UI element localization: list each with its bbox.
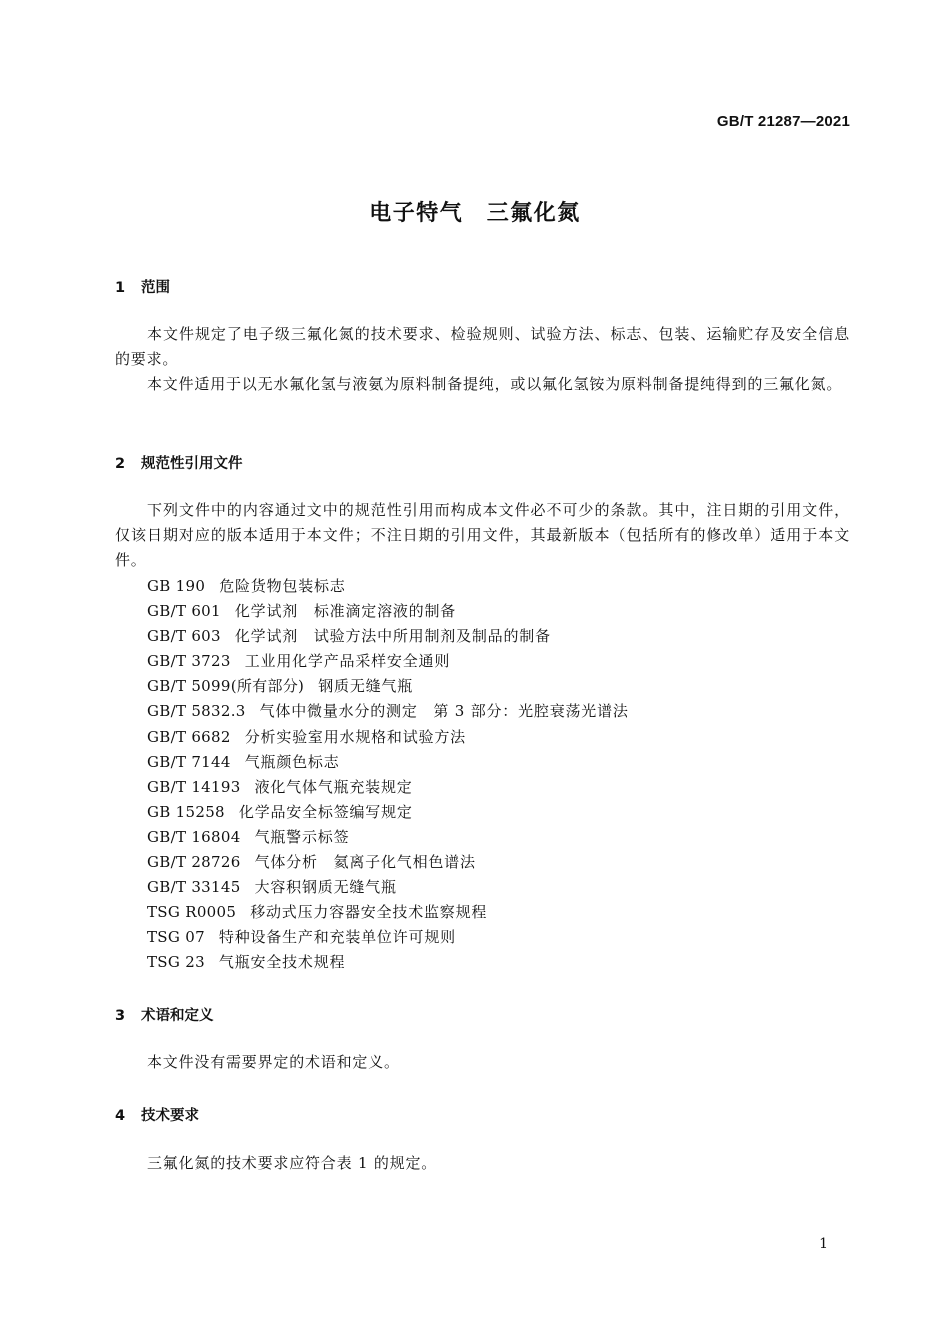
reference-title: 气瓶颜色标志 xyxy=(244,752,340,771)
reference-title: 钢质无缝气瓶 xyxy=(318,677,414,696)
section-title: 技术要求 xyxy=(141,1108,199,1124)
reference-code: GB/T 5099(所有部分) xyxy=(147,677,305,696)
page-number: 1 xyxy=(819,1236,828,1252)
reference-code: GB/T 6682 xyxy=(147,727,231,746)
section-number: 1 xyxy=(115,280,126,296)
reference-title: 气瓶警示标签 xyxy=(254,827,350,846)
reference-code: GB 15258 xyxy=(147,802,225,821)
reference-code: TSG 23 xyxy=(147,953,205,972)
reference-title: 气瓶安全技术规程 xyxy=(218,953,346,972)
reference-code: GB/T 28726 xyxy=(147,853,241,872)
reference-code: TSG R0005 xyxy=(147,903,237,922)
reference-item xyxy=(147,775,629,800)
reference-title: 危险货物包装标志 xyxy=(219,577,346,595)
section-3-heading xyxy=(115,1004,214,1025)
section-2-heading xyxy=(115,452,243,473)
reference-code: GB/T 5832.3 xyxy=(147,702,246,721)
reference-title: 移动式压力容器安全技术监察规程 xyxy=(250,903,488,922)
reference-code: GB/T 601 xyxy=(147,602,221,621)
section-1-paragraph: 本文件规定了电子级三氟化氮的技术要求、检验规则、试验方法、标志、包装、运输贮存及安全信息的要求。 xyxy=(115,325,850,368)
section-2-paragraph: 下列文件中的内容通过文中的规范性引用而构成本文件必不可少的条款。其中，注日期的引用文件，仅该日期对应的版本适用于本文件；不注日期的引用文件，其最新版本（包括所有的修改单）适用于本文件。 xyxy=(115,501,850,569)
reference-item xyxy=(147,900,629,925)
reference-code: TSG 07 xyxy=(147,928,205,947)
reference-item xyxy=(147,574,629,599)
standard-number: GB/T 21287—2021 xyxy=(716,113,850,130)
reference-item xyxy=(147,925,629,950)
reference-title: 工业用化学产品采样安全通则 xyxy=(244,652,451,671)
reference-code: GB/T 16804 xyxy=(147,827,241,846)
reference-item xyxy=(147,624,629,649)
section-title: 规范性引用文件 xyxy=(141,456,243,472)
reference-title: 气体分析 氦离子化气相色谱法 xyxy=(254,853,476,872)
reference-title: 气体中微量水分的测定 第 3 部分：光腔衰荡光谱法 xyxy=(259,702,629,721)
reference-title: 化学品安全标签编写规定 xyxy=(238,802,413,821)
reference-code: GB/T 603 xyxy=(147,627,221,646)
normative-references-list xyxy=(147,574,629,976)
reference-title: 特种设备生产和充装单位许可规则 xyxy=(218,928,456,947)
reference-code: GB/T 33145 xyxy=(147,878,241,897)
reference-item xyxy=(147,750,629,775)
section-number: 3 xyxy=(115,1008,126,1024)
reference-code: GB 190 xyxy=(147,577,206,595)
reference-title: 液化气体气瓶充装规定 xyxy=(254,777,413,796)
section-number: 4 xyxy=(115,1108,126,1124)
section-4-heading xyxy=(115,1104,199,1125)
reference-item xyxy=(147,850,629,875)
reference-item xyxy=(147,950,629,975)
reference-item xyxy=(147,599,629,624)
reference-title: 化学试剂 试验方法中所用制剂及制品的制备 xyxy=(234,627,551,646)
reference-item xyxy=(147,800,629,825)
reference-title: 大容积钢质无缝气瓶 xyxy=(254,878,397,897)
section-1-paragraph: 本文件适用于以无水氟化氢与液氨为原料制备提纯，或以氟化氢铵为原料制备提纯得到的三氟化氮。 xyxy=(147,375,843,393)
section-title: 术语和定义 xyxy=(141,1008,214,1024)
reference-item xyxy=(147,825,629,850)
reference-title: 化学试剂 标准滴定溶液的制备 xyxy=(234,602,457,621)
reference-title: 分析实验室用水规格和试验方法 xyxy=(244,727,466,746)
reference-item xyxy=(147,725,629,750)
reference-code: GB/T 7144 xyxy=(147,752,231,771)
reference-item xyxy=(147,875,629,900)
document-title: 电子特气 三氟化氮 xyxy=(369,201,581,226)
reference-item xyxy=(147,674,629,699)
section-3-paragraph: 本文件没有需要界定的术语和定义。 xyxy=(147,1053,400,1071)
reference-item xyxy=(147,699,629,724)
reference-code: GB/T 3723 xyxy=(147,652,231,671)
section-number: 2 xyxy=(115,456,126,472)
reference-item xyxy=(147,649,629,674)
section-4-paragraph: 三氟化氮的技术要求应符合表 1 的规定。 xyxy=(147,1154,438,1172)
section-1-heading xyxy=(115,276,170,297)
section-title: 范围 xyxy=(141,280,170,296)
reference-code: GB/T 14193 xyxy=(147,777,241,796)
